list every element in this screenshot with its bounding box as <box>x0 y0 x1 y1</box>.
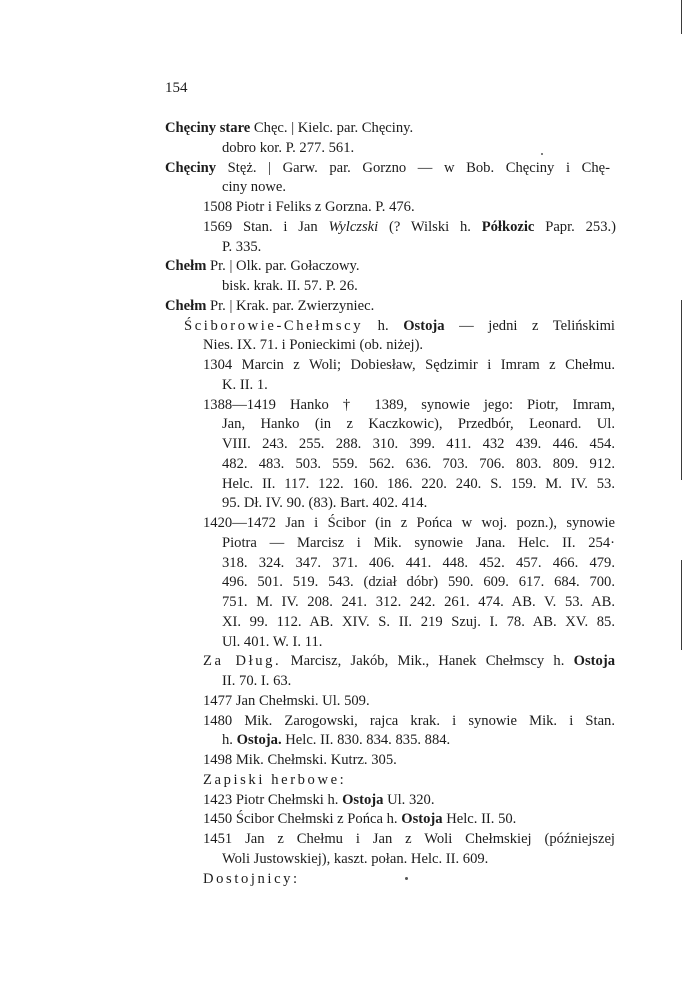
text-line <box>203 335 463 355</box>
text-segment: Ul. 401. W. I. 11. <box>222 634 323 650</box>
text-line <box>222 434 615 454</box>
text-line <box>203 651 615 671</box>
speck-mark <box>405 877 408 880</box>
text-line <box>184 316 615 336</box>
text-segment: Pr. | Olk. par. Gołaczowy. <box>206 258 360 274</box>
text-segment: 751. M. IV. 208. 241. 312. 242. 261. 474. AB. V. 53. AB. <box>222 594 615 610</box>
text-line <box>203 790 488 810</box>
page-edge <box>681 0 682 34</box>
text-segment: 482. 483. 503. 559. 562. 636. 703. 706. 803. 809. 912. <box>222 456 615 472</box>
text-segment: (? Wilski h. <box>378 219 482 235</box>
bold-term: Ostoja <box>403 318 445 334</box>
text-segment: 1450 Ścibor Chełmski z Pońca h. <box>203 811 402 827</box>
text-segment: K. II. 1. <box>222 377 268 393</box>
text-line <box>203 691 443 711</box>
text-segment: 1388—1419 Hanko † 1389, synowie jego: Piotr, Imram, <box>203 397 615 413</box>
text-segment: Nies. IX. 71. i Ponieckimi (ob. niżej). <box>203 337 424 353</box>
text-segment: Woli Justowskiej), kaszt. połan. Helc. II. 609. <box>222 851 489 867</box>
text-segment: bisk. krak. II. 57. P. 26. <box>222 278 358 294</box>
text-segment: VIII. 243. 255. 288. 310. 399. 411. 432 439. 446. 454. <box>222 436 615 452</box>
page-number: 154 <box>165 80 188 96</box>
text-line <box>222 177 342 197</box>
text-line <box>203 869 323 889</box>
text-segment: 496. 501. 519. 543. (dział dóbr) 590. 609. 617. 684. 700. <box>222 574 615 590</box>
text-line <box>222 849 552 869</box>
text-segment: 95. Dł. IV. 90. (83). Bart. 402. 414. <box>222 495 428 511</box>
text-line <box>165 118 475 138</box>
bold-term: Chełm <box>165 298 207 314</box>
spaced-heading: Ściborowie-Chełmscy <box>184 318 364 334</box>
text-segment: Chęc. | Kielc. par. Chęciny. <box>250 120 414 136</box>
text-segment: 1480 Mik. Zarogowski, rajca krak. i synowie Mik. i Stan. <box>203 713 615 729</box>
bold-term: Ostoja <box>401 811 443 827</box>
text-segment: 1477 Jan Chełmski. Ul. 509. <box>203 693 370 709</box>
text-line <box>222 375 282 395</box>
spaced-heading: Dostojnicy: <box>203 871 300 887</box>
text-line <box>222 632 362 652</box>
text-line <box>222 553 615 573</box>
text-segment: Piotra — Marcisz i Mik. synowie Jana. Helc. II. 254· <box>222 535 615 551</box>
text-segment: 1508 Piotr i Feliks z Gorzna. P. 476. <box>203 199 415 215</box>
text-line <box>222 276 452 296</box>
text-segment: Stęż. | Garw. par. Gorzno — w Bob. Chęciny i Chę- <box>216 160 610 176</box>
text-line <box>222 671 302 691</box>
italic-term: Wylczski <box>328 219 379 235</box>
text-line <box>203 395 615 415</box>
text-line <box>222 414 615 434</box>
text-line <box>222 237 302 257</box>
speck-mark <box>541 153 543 155</box>
text-line <box>203 711 615 731</box>
text-line <box>222 612 615 632</box>
text-segment: P. 335. <box>222 239 262 255</box>
text-segment: Jan, Hanko (in z Kaczkowic), Przedbór, Leonard. Ul. <box>222 416 615 432</box>
text-line <box>203 750 433 770</box>
text-line <box>222 730 497 750</box>
spaced-heading: Za Dług. <box>203 653 282 669</box>
text-segment: XI. 99. 112. AB. XIV. S. II. 219 Szuj. I. 78. AB. XV. 85. <box>222 614 615 630</box>
text-line <box>222 533 615 553</box>
text-line <box>203 217 616 237</box>
text-line <box>203 197 503 217</box>
bold-term: Chęciny <box>165 160 217 176</box>
text-segment: 1304 Marcin z Woli; Dobiesław, Sędzimir i Imram z Chełmu. <box>203 357 615 373</box>
text-segment: 1451 Jan z Chełmu i Jan z Woli Chełmskiej (późniejszej <box>203 831 615 847</box>
text-line <box>165 256 425 276</box>
text-segment: Helc. II. 117. 122. 160. 186. 220. 240. S. 159. M. IV. 53. <box>222 476 615 492</box>
text-segment: Marcisz, Jakób, Mik., Hanek Chełmscy h. <box>281 653 574 669</box>
text-line <box>165 296 435 316</box>
text-segment: 1569 Stan. i Jan <box>203 219 329 235</box>
spaced-heading: Zapiski herbowe: <box>203 772 347 788</box>
text-line <box>203 809 560 829</box>
text-segment: II. 70. I. 63. <box>222 673 292 689</box>
text-segment: — jedni z Telińskimi <box>444 318 615 334</box>
text-segment: ciny nowe. <box>222 179 287 195</box>
bold-term: Ostoja <box>573 653 615 669</box>
text-segment: 1423 Piotr Chełmski h. <box>203 792 343 808</box>
page-edge <box>681 560 682 650</box>
bold-term: Półkozic <box>481 219 535 235</box>
text-line <box>203 829 615 849</box>
text-line <box>203 770 353 790</box>
bold-term: Chęciny stare <box>165 120 251 136</box>
text-segment: 1420—1472 Jan i Ścibor (in z Pońca w woj. pozn.), synowie <box>203 515 615 531</box>
text-line <box>222 454 615 474</box>
bold-term: Ostoja. <box>236 732 282 748</box>
text-segment: Papr. 253.) <box>534 219 616 235</box>
text-segment: 318. 324. 347. 371. 406. 441. 448. 452. 457. 466. 479. <box>222 555 615 571</box>
text-line <box>203 513 615 533</box>
text-line <box>222 592 615 612</box>
text-line <box>222 572 615 592</box>
text-segment: dobro kor. P. 277. 561. <box>222 140 355 156</box>
bold-term: Ostoja <box>342 792 384 808</box>
page-edge <box>681 300 682 480</box>
text-segment: Ul. 320. <box>383 792 435 808</box>
text-line <box>165 158 610 178</box>
text-segment: h. <box>222 732 237 748</box>
text-segment: h. <box>363 318 404 334</box>
text-segment: Helc. II. 830. 834. 835. 884. <box>281 732 451 748</box>
text-segment: Helc. II. 50. <box>442 811 517 827</box>
text-segment: Pr. | Krak. par. Zwierzyniec. <box>206 298 375 314</box>
text-line <box>222 138 462 158</box>
bold-term: Chełm <box>165 258 207 274</box>
text-line <box>222 493 482 513</box>
text-line <box>203 355 615 375</box>
text-segment: 1498 Mik. Chełmski. Kutrz. 305. <box>203 752 397 768</box>
text-line <box>222 474 615 494</box>
